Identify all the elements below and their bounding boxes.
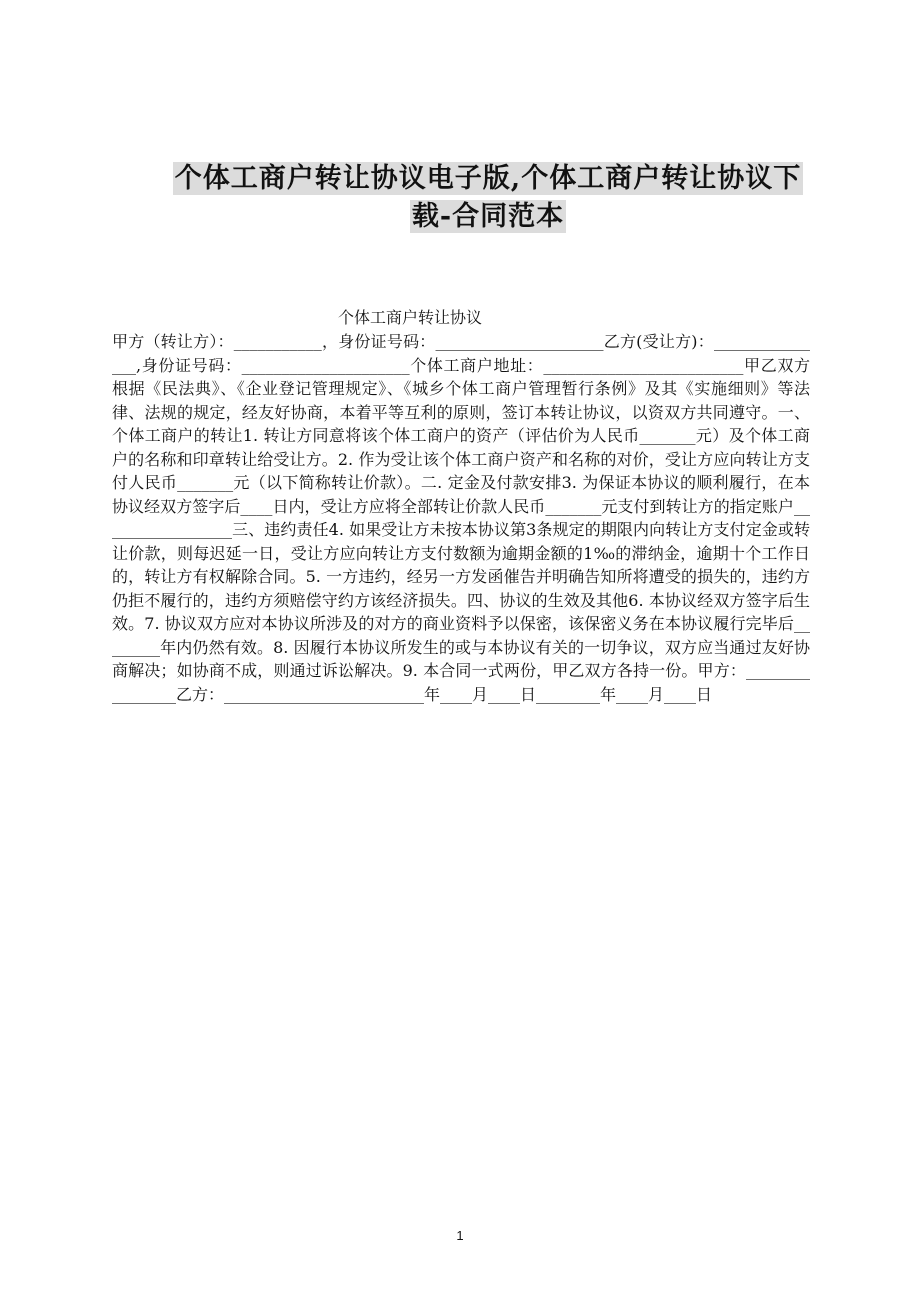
document-title-text: 个体工商户转让协议电子版,个体工商户转让协议下载-合同范本 (174, 163, 802, 232)
page-number: 1 (456, 1228, 464, 1243)
agreement-subtitle: 个体工商户转让协议 (337, 308, 482, 327)
agreement-body: 甲方（转让方）：___________，身份证号码：_____________________乙方(受让方)：_______________,身份证号码：_____________________个体工商户地址：_________________________甲乙双方根据《民法典》、《企业登记管理规定》、《城乡个体工商户管理暂行条例》及其《实施细则》等法律、法规的规定，经友好协商，本着平等互利的原则，签订本转让协议，以资双方共同遵守。一、个体工商户的转让1. 转让方同意将该个体工商户的资产（评估价为人民币_______元）及个体工商户的名称和印章转让给受让方。2. 作为受让该个体工商户资产和名称的对价，受让方应向转让方支付人民币_______元（以下简称转让价款）。二. 定金及付款安排3. 为保证本协议的顺利履行，在本协议经双方签字后____日内，受让方应将全部转让价款人民币_______元支付到转让方的指定账户_________________三、违约责任4. 如果受让方未按本协议第3条规定的期限内向转让方支付定金或转让价款，则每迟延一日，受让方应向转让方支付数额为逾期金额的1‰的滞纳金，逾期十个工作日的，转让方有权解除合同。5. 一方违约，经另一方发函催告并明确告知所将遭受的损失的，违约方仍拒不履行的，违约方须赔偿守约方该经济损失。四、协议的生效及其他6. 本协议经双方签字后生效。7. 协议双方应对本协议所涉及的对方的商业资料予以保密，该保密义务在本协议履行完毕后________年内仍然有效。8. 因履行本协议所发生的或与本协议有关的一切争议，双方应当通过友好协商解决；如协商不成，则通过诉讼解决。9. 本合同一式两份，甲乙双方各持一份。甲方：________________乙方：_________________________年____月____日________年____月____日 (112, 332, 810, 704)
document-title (168, 160, 808, 236)
